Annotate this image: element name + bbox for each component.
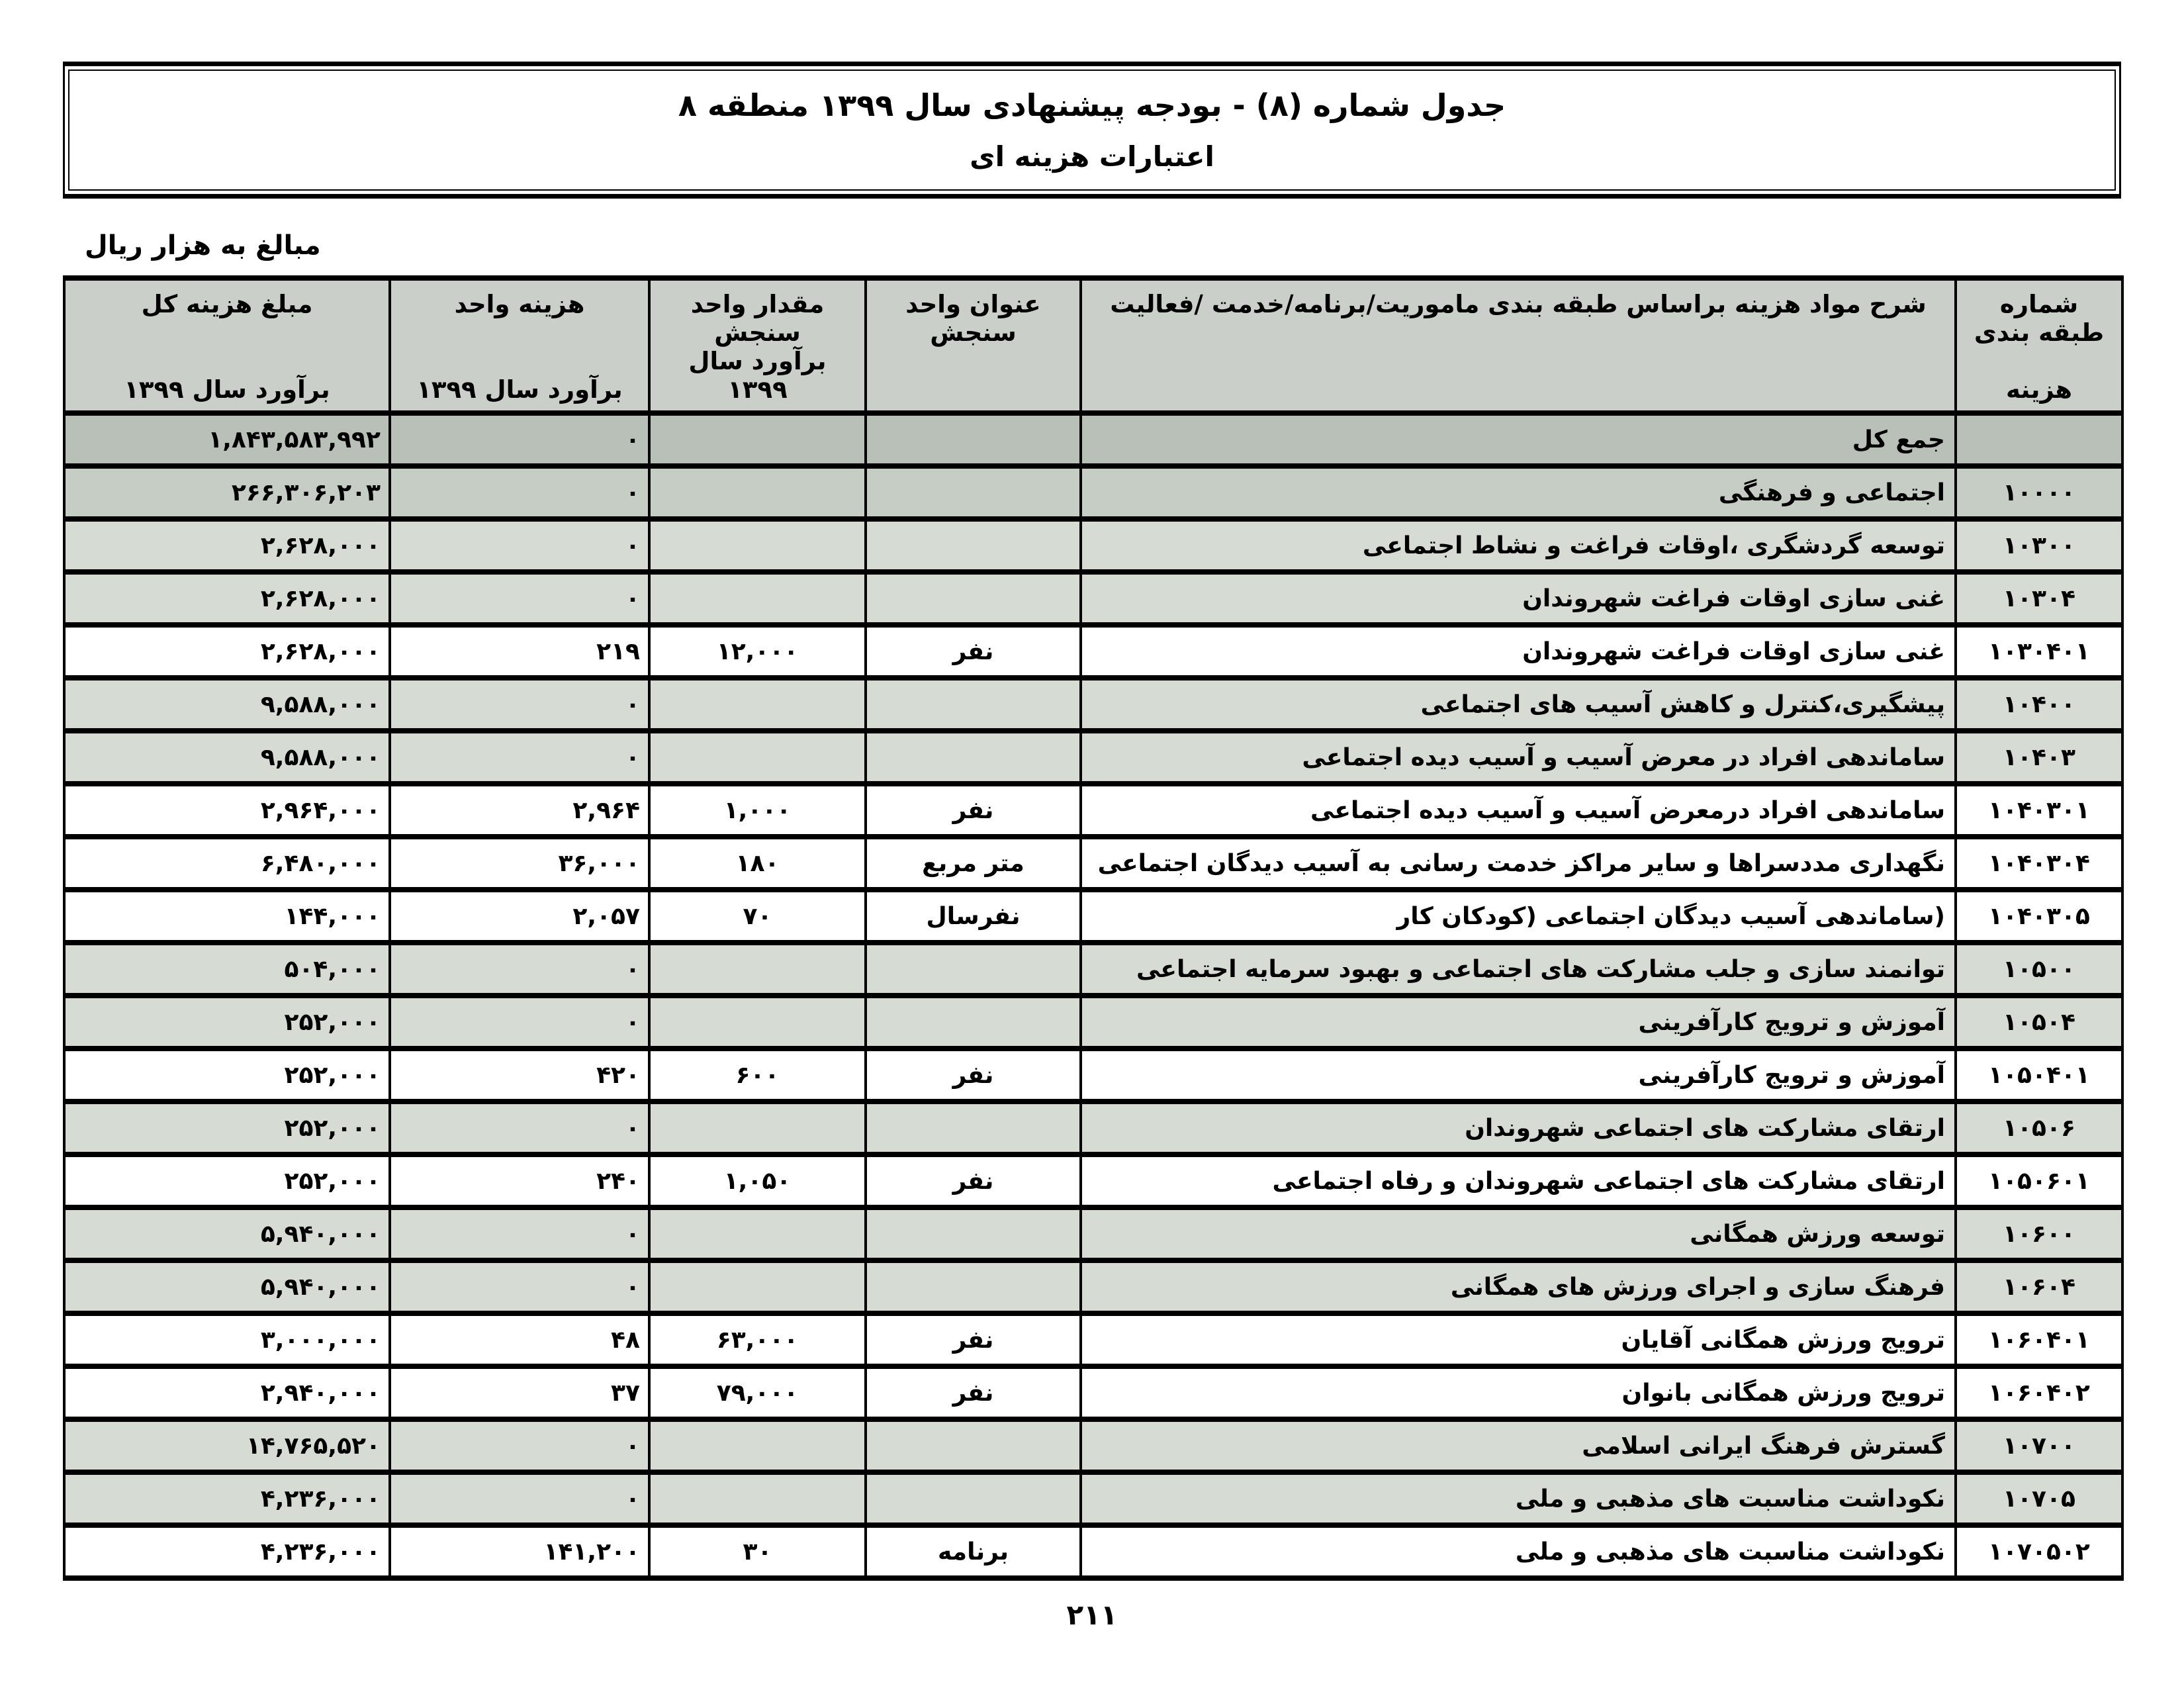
table-row xyxy=(64,1313,2122,1366)
row-code: ۱۰۵۰۶۰۱ xyxy=(1956,1154,2122,1207)
row-description: فرهنگ سازی و اجرای ورزش های همگانی xyxy=(1081,1260,1956,1313)
row-unit-title xyxy=(866,943,1081,996)
row-code: ۱۰۴۰۳ xyxy=(1956,731,2122,784)
row-unit-cost: ۰ xyxy=(390,678,649,731)
row-unit-qty xyxy=(649,1102,866,1154)
row-code: ۱۰۴۰۳۰۱ xyxy=(1956,784,2122,837)
row-unit-cost: ۰ xyxy=(390,731,649,784)
row-description: ساماندهی افراد در معرض آسیب و آسیب دیده اجتماعی xyxy=(1081,731,1956,784)
row-unit-qty xyxy=(649,996,866,1049)
row-total: ۱۴,۷۶۵,۵۲۰ xyxy=(64,1419,390,1472)
row-total: ۲۵۲,۰۰۰ xyxy=(64,1102,390,1154)
table-row xyxy=(64,1154,2122,1207)
header-unit-title-line1: عنوان واحد سنجش xyxy=(905,290,1041,347)
row-total: ۲,۶۲۸,۰۰۰ xyxy=(64,572,390,625)
row-code: ۱۰۵۰۶ xyxy=(1956,1102,2122,1154)
budget-table-body xyxy=(64,413,2122,1578)
row-code: ۱۰۴۰۳۰۵ xyxy=(1956,890,2122,943)
table-row xyxy=(64,943,2122,996)
table-row xyxy=(64,519,2122,572)
header-unit-title xyxy=(866,278,1081,413)
header-unit-cost-line1: هزینه واحد xyxy=(454,290,585,318)
row-total: ۲,۹۴۰,۰۰۰ xyxy=(64,1366,390,1419)
row-unit-qty: ۷۹,۰۰۰ xyxy=(649,1366,866,1419)
row-unit-title xyxy=(866,572,1081,625)
table-row xyxy=(64,1472,2122,1525)
row-unit-cost: ۲,۰۵۷ xyxy=(390,890,649,943)
row-unit-qty xyxy=(649,1419,866,1472)
row-description: نکوداشت مناسبت های مذهبی و ملی xyxy=(1081,1472,1956,1525)
row-code: ۱۰۵۰۴۰۱ xyxy=(1956,1049,2122,1102)
row-description: ترویج ورزش همگانی آقایان xyxy=(1081,1313,1956,1366)
row-unit-cost: ۱۴۱,۲۰۰ xyxy=(390,1525,649,1578)
row-unit-title: نفر xyxy=(866,784,1081,837)
row-unit-cost: ۰ xyxy=(390,519,649,572)
row-total: ۱,۸۴۳,۵۸۳,۹۹۲ xyxy=(64,413,390,466)
row-unit-title xyxy=(866,1419,1081,1472)
row-code: ۱۰۴۰۰ xyxy=(1956,678,2122,731)
row-unit-qty xyxy=(649,678,866,731)
budget-table xyxy=(63,275,2124,1581)
row-description: آموزش و ترویج کارآفرینی xyxy=(1081,996,1956,1049)
row-code: ۱۰۶۰۴ xyxy=(1956,1260,2122,1313)
row-unit-cost: ۰ xyxy=(390,466,649,519)
row-unit-cost: ۰ xyxy=(390,572,649,625)
row-code: ۱۰۵۰۴ xyxy=(1956,996,2122,1049)
table-row xyxy=(64,1366,2122,1419)
row-unit-qty xyxy=(649,1207,866,1260)
row-unit-qty xyxy=(649,731,866,784)
row-unit-cost: ۰ xyxy=(390,943,649,996)
row-total: ۲۵۲,۰۰۰ xyxy=(64,1049,390,1102)
header-unit-cost xyxy=(390,278,649,413)
row-total: ۶,۴۸۰,۰۰۰ xyxy=(64,837,390,890)
row-total: ۴,۲۳۶,۰۰۰ xyxy=(64,1472,390,1525)
row-unit-title: نفر xyxy=(866,625,1081,678)
row-description: جمع کل xyxy=(1081,413,1956,466)
row-total: ۲,۹۶۴,۰۰۰ xyxy=(64,784,390,837)
row-unit-qty: ۱,۰۵۰ xyxy=(649,1154,866,1207)
table-row xyxy=(64,1049,2122,1102)
row-unit-cost: ۰ xyxy=(390,1207,649,1260)
row-code: ۱۰۵۰۰ xyxy=(1956,943,2122,996)
header-description xyxy=(1081,278,1956,413)
row-description: توسعه گردشگری ،اوقات فراغت و نشاط اجتماعی xyxy=(1081,519,1956,572)
row-unit-cost: ۲۱۹ xyxy=(390,625,649,678)
title-inner-frame xyxy=(68,70,2116,191)
row-unit-cost: ۰ xyxy=(390,1102,649,1154)
row-description: ارتقای مشارکت های اجتماعی شهروندان xyxy=(1081,1102,1956,1154)
title-box xyxy=(63,62,2121,199)
row-unit-qty xyxy=(649,466,866,519)
row-code: ۱۰۷۰۰ xyxy=(1956,1419,2122,1472)
header-total-line2: برآورد سال ۱۳۹۹ xyxy=(124,375,330,404)
row-description: نگهداری مددسراها و سایر مراکز خدمت رسانی به آسیب دیدگان اجتماعی xyxy=(1081,837,1956,890)
row-unit-title: نفر xyxy=(866,1313,1081,1366)
row-code: ۱۰۶۰۴۰۲ xyxy=(1956,1366,2122,1419)
row-description: گسترش فرهنگ ایرانی اسلامی xyxy=(1081,1419,1956,1472)
row-total: ۵۰۴,۰۰۰ xyxy=(64,943,390,996)
header-unit-qty-line2: برآورد سال ۱۳۹۹ xyxy=(688,347,827,404)
row-unit-title: متر مربع xyxy=(866,837,1081,890)
table-row xyxy=(64,996,2122,1049)
row-total: ۹,۵۸۸,۰۰۰ xyxy=(64,731,390,784)
table-row xyxy=(64,466,2122,519)
row-unit-cost: ۲,۹۶۴ xyxy=(390,784,649,837)
row-unit-qty: ۶۰۰ xyxy=(649,1049,866,1102)
row-code: ۱۰۶۰۰ xyxy=(1956,1207,2122,1260)
row-description: اجتماعی و فرهنگی xyxy=(1081,466,1956,519)
row-unit-title xyxy=(866,1102,1081,1154)
row-unit-qty: ۱۸۰ xyxy=(649,837,866,890)
row-unit-qty xyxy=(649,943,866,996)
row-description: غنی سازی اوقات فراغت شهروندان xyxy=(1081,572,1956,625)
row-unit-title: برنامه xyxy=(866,1525,1081,1578)
header-unit-qty xyxy=(649,278,866,413)
table-row xyxy=(64,731,2122,784)
row-description: ترویج ورزش همگانی بانوان xyxy=(1081,1366,1956,1419)
header-total xyxy=(64,278,390,413)
row-unit-title: نفرسال xyxy=(866,890,1081,943)
row-description: غنی سازی اوقات فراغت شهروندان xyxy=(1081,625,1956,678)
row-description: ارتقای مشارکت های اجتماعی شهروندان و رفاه اجتماعی xyxy=(1081,1154,1956,1207)
row-unit-title: نفر xyxy=(866,1154,1081,1207)
page-title: جدول شماره (۸) - بودجه پیشنهادی سال ۱۳۹۹ منطقه ۸ xyxy=(678,87,1506,123)
row-unit-title xyxy=(866,996,1081,1049)
row-description: توانمند سازی و جلب مشارکت های اجتماعی و بهبود سرمایه اجتماعی xyxy=(1081,943,1956,996)
row-unit-title xyxy=(866,413,1081,466)
row-code: ۱۰۴۰۳۰۴ xyxy=(1956,837,2122,890)
row-unit-cost: ۳۶,۰۰۰ xyxy=(390,837,649,890)
row-total: ۴,۲۳۶,۰۰۰ xyxy=(64,1525,390,1578)
page-subtitle: اعتبارات هزینه ای xyxy=(970,140,1214,173)
row-unit-title xyxy=(866,519,1081,572)
amounts-unit-note: مبالغ به هزار ریال xyxy=(85,230,321,261)
header-row xyxy=(64,278,2122,413)
row-total: ۳,۰۰۰,۰۰۰ xyxy=(64,1313,390,1366)
row-description: ساماندهی افراد درمعرض آسیب و آسیب دیده اجتماعی xyxy=(1081,784,1956,837)
table-row xyxy=(64,784,2122,837)
row-description: نکوداشت مناسبت های مذهبی و ملی xyxy=(1081,1525,1956,1578)
row-total: ۵,۹۴۰,۰۰۰ xyxy=(64,1207,390,1260)
header-unit-cost-line2: برآورد سال ۱۳۹۹ xyxy=(416,375,623,404)
row-unit-title xyxy=(866,731,1081,784)
row-code: ۱۰۳۰۰ xyxy=(1956,519,2122,572)
row-total: ۵,۹۴۰,۰۰۰ xyxy=(64,1260,390,1313)
row-unit-qty: ۳۰ xyxy=(649,1525,866,1578)
table-row xyxy=(64,678,2122,731)
row-unit-qty xyxy=(649,572,866,625)
row-description: (ساماندهی آسیب دیدگان اجتماعی (کودکان کار xyxy=(1081,890,1956,943)
row-description: آموزش و ترویج کارآفرینی xyxy=(1081,1049,1956,1102)
row-unit-cost: ۰ xyxy=(390,1472,649,1525)
row-unit-cost: ۰ xyxy=(390,1260,649,1313)
row-unit-cost: ۲۴۰ xyxy=(390,1154,649,1207)
row-unit-title xyxy=(866,1260,1081,1313)
header-code-line1: شماره طبقه بندی xyxy=(1974,290,2105,347)
row-code: ۱۰۶۰۴۰۱ xyxy=(1956,1313,2122,1366)
row-unit-cost: ۰ xyxy=(390,996,649,1049)
row-unit-qty: ۱۲,۰۰۰ xyxy=(649,625,866,678)
row-unit-qty xyxy=(649,1472,866,1525)
table-row xyxy=(64,1260,2122,1313)
row-total: ۲۶۶,۳۰۶,۲۰۳ xyxy=(64,466,390,519)
row-unit-title xyxy=(866,1472,1081,1525)
table-row xyxy=(64,1419,2122,1472)
header-total-line1: مبلغ هزینه کل xyxy=(141,290,313,318)
row-unit-qty xyxy=(649,1260,866,1313)
table-row xyxy=(64,1525,2122,1578)
row-description: توسعه ورزش همگانی xyxy=(1081,1207,1956,1260)
row-unit-title xyxy=(866,1207,1081,1260)
row-unit-qty: ۶۳,۰۰۰ xyxy=(649,1313,866,1366)
row-unit-cost: ۴۸ xyxy=(390,1313,649,1366)
row-code xyxy=(1956,413,2122,466)
table-row xyxy=(64,1207,2122,1260)
table-row xyxy=(64,625,2122,678)
table-row xyxy=(64,1102,2122,1154)
row-unit-cost: ۰ xyxy=(390,413,649,466)
header-description-line1: شرح مواد هزینه براساس طبقه بندی ماموریت/برنامه/خدمت /فعالیت xyxy=(1110,290,1927,318)
header-code-line2: هزینه xyxy=(2005,375,2073,404)
row-total: ۲۵۲,۰۰۰ xyxy=(64,1154,390,1207)
table-row xyxy=(64,837,2122,890)
row-unit-cost: ۴۲۰ xyxy=(390,1049,649,1102)
row-unit-qty: ۱,۰۰۰ xyxy=(649,784,866,837)
row-code: ۱۰۷۰۵۰۲ xyxy=(1956,1525,2122,1578)
row-unit-title xyxy=(866,466,1081,519)
row-unit-qty xyxy=(649,413,866,466)
row-unit-title: نفر xyxy=(866,1366,1081,1419)
row-unit-cost: ۳۷ xyxy=(390,1366,649,1419)
row-total: ۲,۶۲۸,۰۰۰ xyxy=(64,625,390,678)
table-row xyxy=(64,572,2122,625)
row-description: پیشگیری،کنترل و کاهش آسیب های اجتماعی xyxy=(1081,678,1956,731)
row-code: ۱۰۷۰۵ xyxy=(1956,1472,2122,1525)
row-code: ۱۰۳۰۴۰۱ xyxy=(1956,625,2122,678)
row-unit-qty xyxy=(649,519,866,572)
header-code xyxy=(1956,278,2122,413)
row-unit-qty: ۷۰ xyxy=(649,890,866,943)
row-total: ۹,۵۸۸,۰۰۰ xyxy=(64,678,390,731)
row-total: ۱۴۴,۰۰۰ xyxy=(64,890,390,943)
page-number: ۲۱۱ xyxy=(1066,1599,1118,1631)
row-total: ۲۵۲,۰۰۰ xyxy=(64,996,390,1049)
row-code: ۱۰۳۰۴ xyxy=(1956,572,2122,625)
row-unit-title: نفر xyxy=(866,1049,1081,1102)
row-code: ۱۰۰۰۰ xyxy=(1956,466,2122,519)
table-row xyxy=(64,890,2122,943)
header-unit-qty-line1: مقدار واحد سنجش xyxy=(690,290,825,347)
table-row xyxy=(64,413,2122,466)
row-unit-cost: ۰ xyxy=(390,1419,649,1472)
row-total: ۲,۶۲۸,۰۰۰ xyxy=(64,519,390,572)
row-unit-title xyxy=(866,678,1081,731)
table-header xyxy=(64,278,2122,413)
